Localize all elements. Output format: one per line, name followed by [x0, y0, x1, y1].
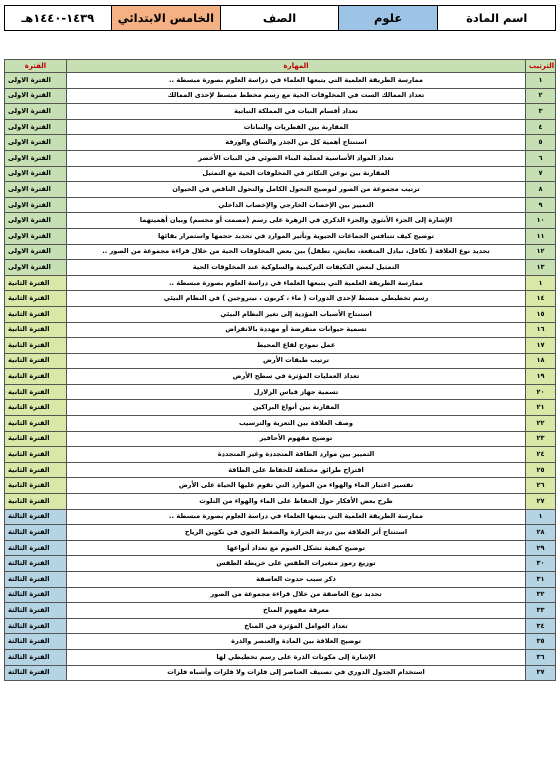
table-row	[5, 88, 556, 104]
number-cell: ٢٨	[526, 525, 556, 541]
number-cell: ٢١	[526, 400, 556, 416]
table-row	[5, 213, 556, 229]
table-row	[5, 306, 556, 322]
skill-cell: تفسير اعتبار الماء والهواء من الموارد التي تقوم عليها الحياة على الأرض	[67, 478, 526, 494]
skill-cell: المقارنة بين نوعي التكاثر في المخلوقات الحية مع التمثيل	[67, 166, 526, 182]
period-cell: الفترة الاولى	[5, 197, 67, 213]
skill-cell: عمل نموذج لقاع المحيط	[67, 338, 526, 354]
subject-label: اسم المادة	[437, 6, 555, 30]
skill-cell: استنتاج أهمية كل من الجذر والساق والورقة	[67, 135, 526, 151]
period-cell: الفترة الثالثة	[5, 525, 67, 541]
period-cell: الفترة الثانية	[5, 400, 67, 416]
table-row	[5, 462, 556, 478]
skill-cell: استخدام الجدول الدوري في تصنيف العناصر إلى فلزات ولا فلزات وأشباه فلزات	[67, 665, 526, 681]
number-cell: ٧	[526, 166, 556, 182]
skill-cell: المقارنة بين الفطريات والنباتات	[67, 119, 526, 135]
number-cell: ١١	[526, 228, 556, 244]
number-cell: ١٩	[526, 369, 556, 385]
table-row	[5, 618, 556, 634]
skill-cell: معرفة مفهوم المناخ	[67, 603, 526, 619]
table-row	[5, 182, 556, 198]
class-label: الصف	[220, 6, 338, 30]
period-cell: الفترة الثانية	[5, 353, 67, 369]
table-row	[5, 525, 556, 541]
table-row	[5, 665, 556, 681]
period-cell: الفترة الاولى	[5, 88, 67, 104]
table-row	[5, 384, 556, 400]
number-cell: ٣٢	[526, 587, 556, 603]
skill-cell: توضيح العلاقة بين المادة والعنصر والذرة	[67, 634, 526, 650]
number-cell: ٥	[526, 135, 556, 151]
period-cell: الفترة الاولى	[5, 244, 67, 260]
table-row	[5, 135, 556, 151]
number-cell: ١٤	[526, 291, 556, 307]
number-cell: ٣٧	[526, 665, 556, 681]
number-cell: ٣١	[526, 572, 556, 588]
number-cell: ٢٢	[526, 416, 556, 432]
table-row	[5, 73, 556, 89]
number-cell: ٣٠	[526, 556, 556, 572]
number-cell: ١٥	[526, 306, 556, 322]
period-cell: الفترة الثالثة	[5, 540, 67, 556]
table-row	[5, 634, 556, 650]
subject-value: علوم	[338, 6, 438, 30]
skill-cell: توضيح كيفية تشكل الغيوم مع تعداد أنواعها	[67, 540, 526, 556]
col-period-header: الفترة	[5, 60, 67, 73]
period-cell: الفترة الثانية	[5, 478, 67, 494]
number-cell: ١٨	[526, 353, 556, 369]
period-cell: الفترة الاولى	[5, 104, 67, 120]
table-row	[5, 649, 556, 665]
col-num-header: الترتيب	[526, 60, 556, 73]
period-cell: الفترة الاولى	[5, 135, 67, 151]
period-cell: الفترة الثانية	[5, 416, 67, 432]
skill-cell: تعداد العمليات المؤثرة في سطح الأرض	[67, 369, 526, 385]
skill-cell: ترتيب طبقات الأرض	[67, 353, 526, 369]
number-cell: ١٠	[526, 213, 556, 229]
period-cell: الفترة الثالثة	[5, 509, 67, 525]
skill-cell: استنتاج أثر العلاقة بين درجة الحرارة والضغط الجوي في تكوين الرياح	[67, 525, 526, 541]
number-cell: ١٦	[526, 322, 556, 338]
number-cell: ٣٤	[526, 618, 556, 634]
skill-cell: رسم تخطيطي مبسط لإحدى الدورات ( ماء ، كربون ، نيتروجين ) في النظام البيئي	[67, 291, 526, 307]
year-value: ١٤٣٩-١٤٤٠هـ	[5, 6, 111, 30]
number-cell: ٢٤	[526, 447, 556, 463]
number-cell: ١٧	[526, 338, 556, 354]
table-row	[5, 104, 556, 120]
table-row	[5, 494, 556, 510]
table-row	[5, 509, 556, 525]
period-cell: الفترة الاولى	[5, 213, 67, 229]
table-row	[5, 556, 556, 572]
table-row	[5, 431, 556, 447]
table-row	[5, 369, 556, 385]
skill-cell: تعداد أقسام النبات في المملكة النباتية	[67, 104, 526, 120]
table-row	[5, 587, 556, 603]
number-cell: ٤	[526, 119, 556, 135]
skill-cell: تعداد المواد الأساسية لعملية البناء الضوئي في النبات الأخضر	[67, 150, 526, 166]
number-cell: ٢٣	[526, 431, 556, 447]
skill-cell: المقارنة بين أنواع البراكين	[67, 400, 526, 416]
table-header-row	[5, 60, 556, 73]
table-row	[5, 400, 556, 416]
number-cell: ٢٦	[526, 478, 556, 494]
skill-cell: ترتيب مجموعة من الصور لتوضيح التحول الكامل والتحول الناقص في الحيوان	[67, 182, 526, 198]
period-cell: الفترة الثانية	[5, 369, 67, 385]
number-cell: ٢٠	[526, 384, 556, 400]
period-cell: الفترة الثانية	[5, 384, 67, 400]
number-cell: ١	[526, 275, 556, 291]
skill-cell: ممارسة الطريقة العلمية التي يتبعها العلماء في دراسة العلوم بصورة مبسطة ..	[67, 275, 526, 291]
number-cell: ٢٥	[526, 462, 556, 478]
number-cell: ٣٥	[526, 634, 556, 650]
period-cell: الفترة الاولى	[5, 228, 67, 244]
skill-cell: تعداد الممالك الست في المخلوقات الحية مع رسم مخطط مبسط لإحدى الممالك	[67, 88, 526, 104]
number-cell: ٢	[526, 88, 556, 104]
period-cell: الفترة الاولى	[5, 182, 67, 198]
period-cell: الفترة الثانية	[5, 275, 67, 291]
period-cell: الفترة الاولى	[5, 119, 67, 135]
number-cell: ١٣	[526, 260, 556, 276]
table-row	[5, 338, 556, 354]
table-row	[5, 275, 556, 291]
period-cell: الفترة الثالثة	[5, 556, 67, 572]
period-cell: الفترة الثانية	[5, 431, 67, 447]
period-cell: الفترة الاولى	[5, 260, 67, 276]
number-cell: ١	[526, 509, 556, 525]
skill-cell: الإشارة إلى الجزء الأنثوي والجزء الذكري في الزهرة على رسم (مصمت أو مجسم) وبيان أهميتهما	[67, 213, 526, 229]
table-row	[5, 228, 556, 244]
skill-cell: التمثيل لبعض التكيفات التركيبية والسلوكية عند المخلوقات الحية	[67, 260, 526, 276]
skill-cell: الإشارة إلى مكونات الذرة على رسم تخطيطي لها	[67, 649, 526, 665]
skill-cell: تحديد نوع العلاقة ( تكافل، تبادل المنفعة، تعايش، تطفل) بين بعض المخلوقات الحية من خلال قراءة مجموعة من الصور ..	[67, 244, 526, 260]
number-cell: ٢٧	[526, 494, 556, 510]
table-row	[5, 291, 556, 307]
skill-cell: تسمية حيوانات منقرضة أو مهددة بالانقراض	[67, 322, 526, 338]
number-cell: ٣٣	[526, 603, 556, 619]
table-row	[5, 353, 556, 369]
period-cell: الفترة الثالثة	[5, 603, 67, 619]
table-row	[5, 322, 556, 338]
number-cell: ١٢	[526, 244, 556, 260]
header-bar	[4, 5, 556, 31]
table-row	[5, 540, 556, 556]
period-cell: الفترة الثانية	[5, 306, 67, 322]
skill-cell: التمييز بين الإخصاب الخارجي والإخصاب الداخلي	[67, 197, 526, 213]
table-row	[5, 447, 556, 463]
table-row	[5, 197, 556, 213]
number-cell: ٢٩	[526, 540, 556, 556]
skill-cell: ذكر سبب حدوث العاصفة	[67, 572, 526, 588]
skill-cell: توزيع رموز متغيرات الطقس على خريطة الطقس	[67, 556, 526, 572]
period-cell: الفترة الثالثة	[5, 618, 67, 634]
table-row	[5, 603, 556, 619]
table-row	[5, 119, 556, 135]
period-cell: الفترة الثانية	[5, 494, 67, 510]
skill-cell: تحديد نوع العاصفة من خلال قراءة مجموعة من الصور	[67, 587, 526, 603]
table-row	[5, 166, 556, 182]
number-cell: ٣	[526, 104, 556, 120]
col-skill-header: المهارة	[67, 60, 526, 73]
table-row	[5, 416, 556, 432]
period-cell: الفترة الثالثة	[5, 634, 67, 650]
period-cell: الفترة الثانية	[5, 462, 67, 478]
period-cell: الفترة الثالثة	[5, 649, 67, 665]
period-cell: الفترة الثالثة	[5, 572, 67, 588]
skill-cell: توضيح كيف تتنافس الجماعات الحيوية وتأثير الموارد في تحديد حجمها واستمرار بقائها	[67, 228, 526, 244]
period-cell: الفترة الاولى	[5, 166, 67, 182]
period-cell: الفترة الاولى	[5, 150, 67, 166]
skills-table	[4, 59, 556, 681]
skill-cell: ممارسة الطريقة العلمية التي يتبعها العلماء في دراسة العلوم بصورة مبسطة ..	[67, 73, 526, 89]
number-cell: ١	[526, 73, 556, 89]
number-cell: ٨	[526, 182, 556, 198]
period-cell: الفترة الثانية	[5, 338, 67, 354]
period-cell: الفترة الثانية	[5, 322, 67, 338]
class-value: الخامس الابتدائي	[111, 6, 221, 30]
skill-cell: وصف العلاقة بين التعرية والترسيب	[67, 416, 526, 432]
table-row	[5, 478, 556, 494]
table-row	[5, 572, 556, 588]
skill-cell: تسمية جهاز قياس الزلازل	[67, 384, 526, 400]
skill-cell: استنتاج الأسباب المؤدية إلى تغير النظام البيئي	[67, 306, 526, 322]
skill-cell: طرح بعض الأفكار حول الحفاظ على الماء والهواء من التلوث	[67, 494, 526, 510]
table-row	[5, 260, 556, 276]
skill-cell: التمييز بين موارد الطاقة المتجددة وغير المتجددة	[67, 447, 526, 463]
table-row	[5, 150, 556, 166]
skill-cell: توضيح مفهوم الأحافير	[67, 431, 526, 447]
skill-cell: تعداد العوامل المؤثرة في المناخ	[67, 618, 526, 634]
skill-cell: ممارسة الطريقة العلمية التي يتبعها العلماء في دراسة العلوم بصورة مبسطة ..	[67, 509, 526, 525]
skill-cell: اقتراح طرائق مختلفة للحفاظ على الطاقة	[67, 462, 526, 478]
number-cell: ٦	[526, 150, 556, 166]
number-cell: ٣٦	[526, 649, 556, 665]
period-cell: الفترة الثالثة	[5, 587, 67, 603]
table-row	[5, 244, 556, 260]
period-cell: الفترة الثالثة	[5, 665, 67, 681]
period-cell: الفترة الثانية	[5, 447, 67, 463]
number-cell: ٩	[526, 197, 556, 213]
period-cell: الفترة الاولى	[5, 73, 67, 89]
period-cell: الفترة الثانية	[5, 291, 67, 307]
